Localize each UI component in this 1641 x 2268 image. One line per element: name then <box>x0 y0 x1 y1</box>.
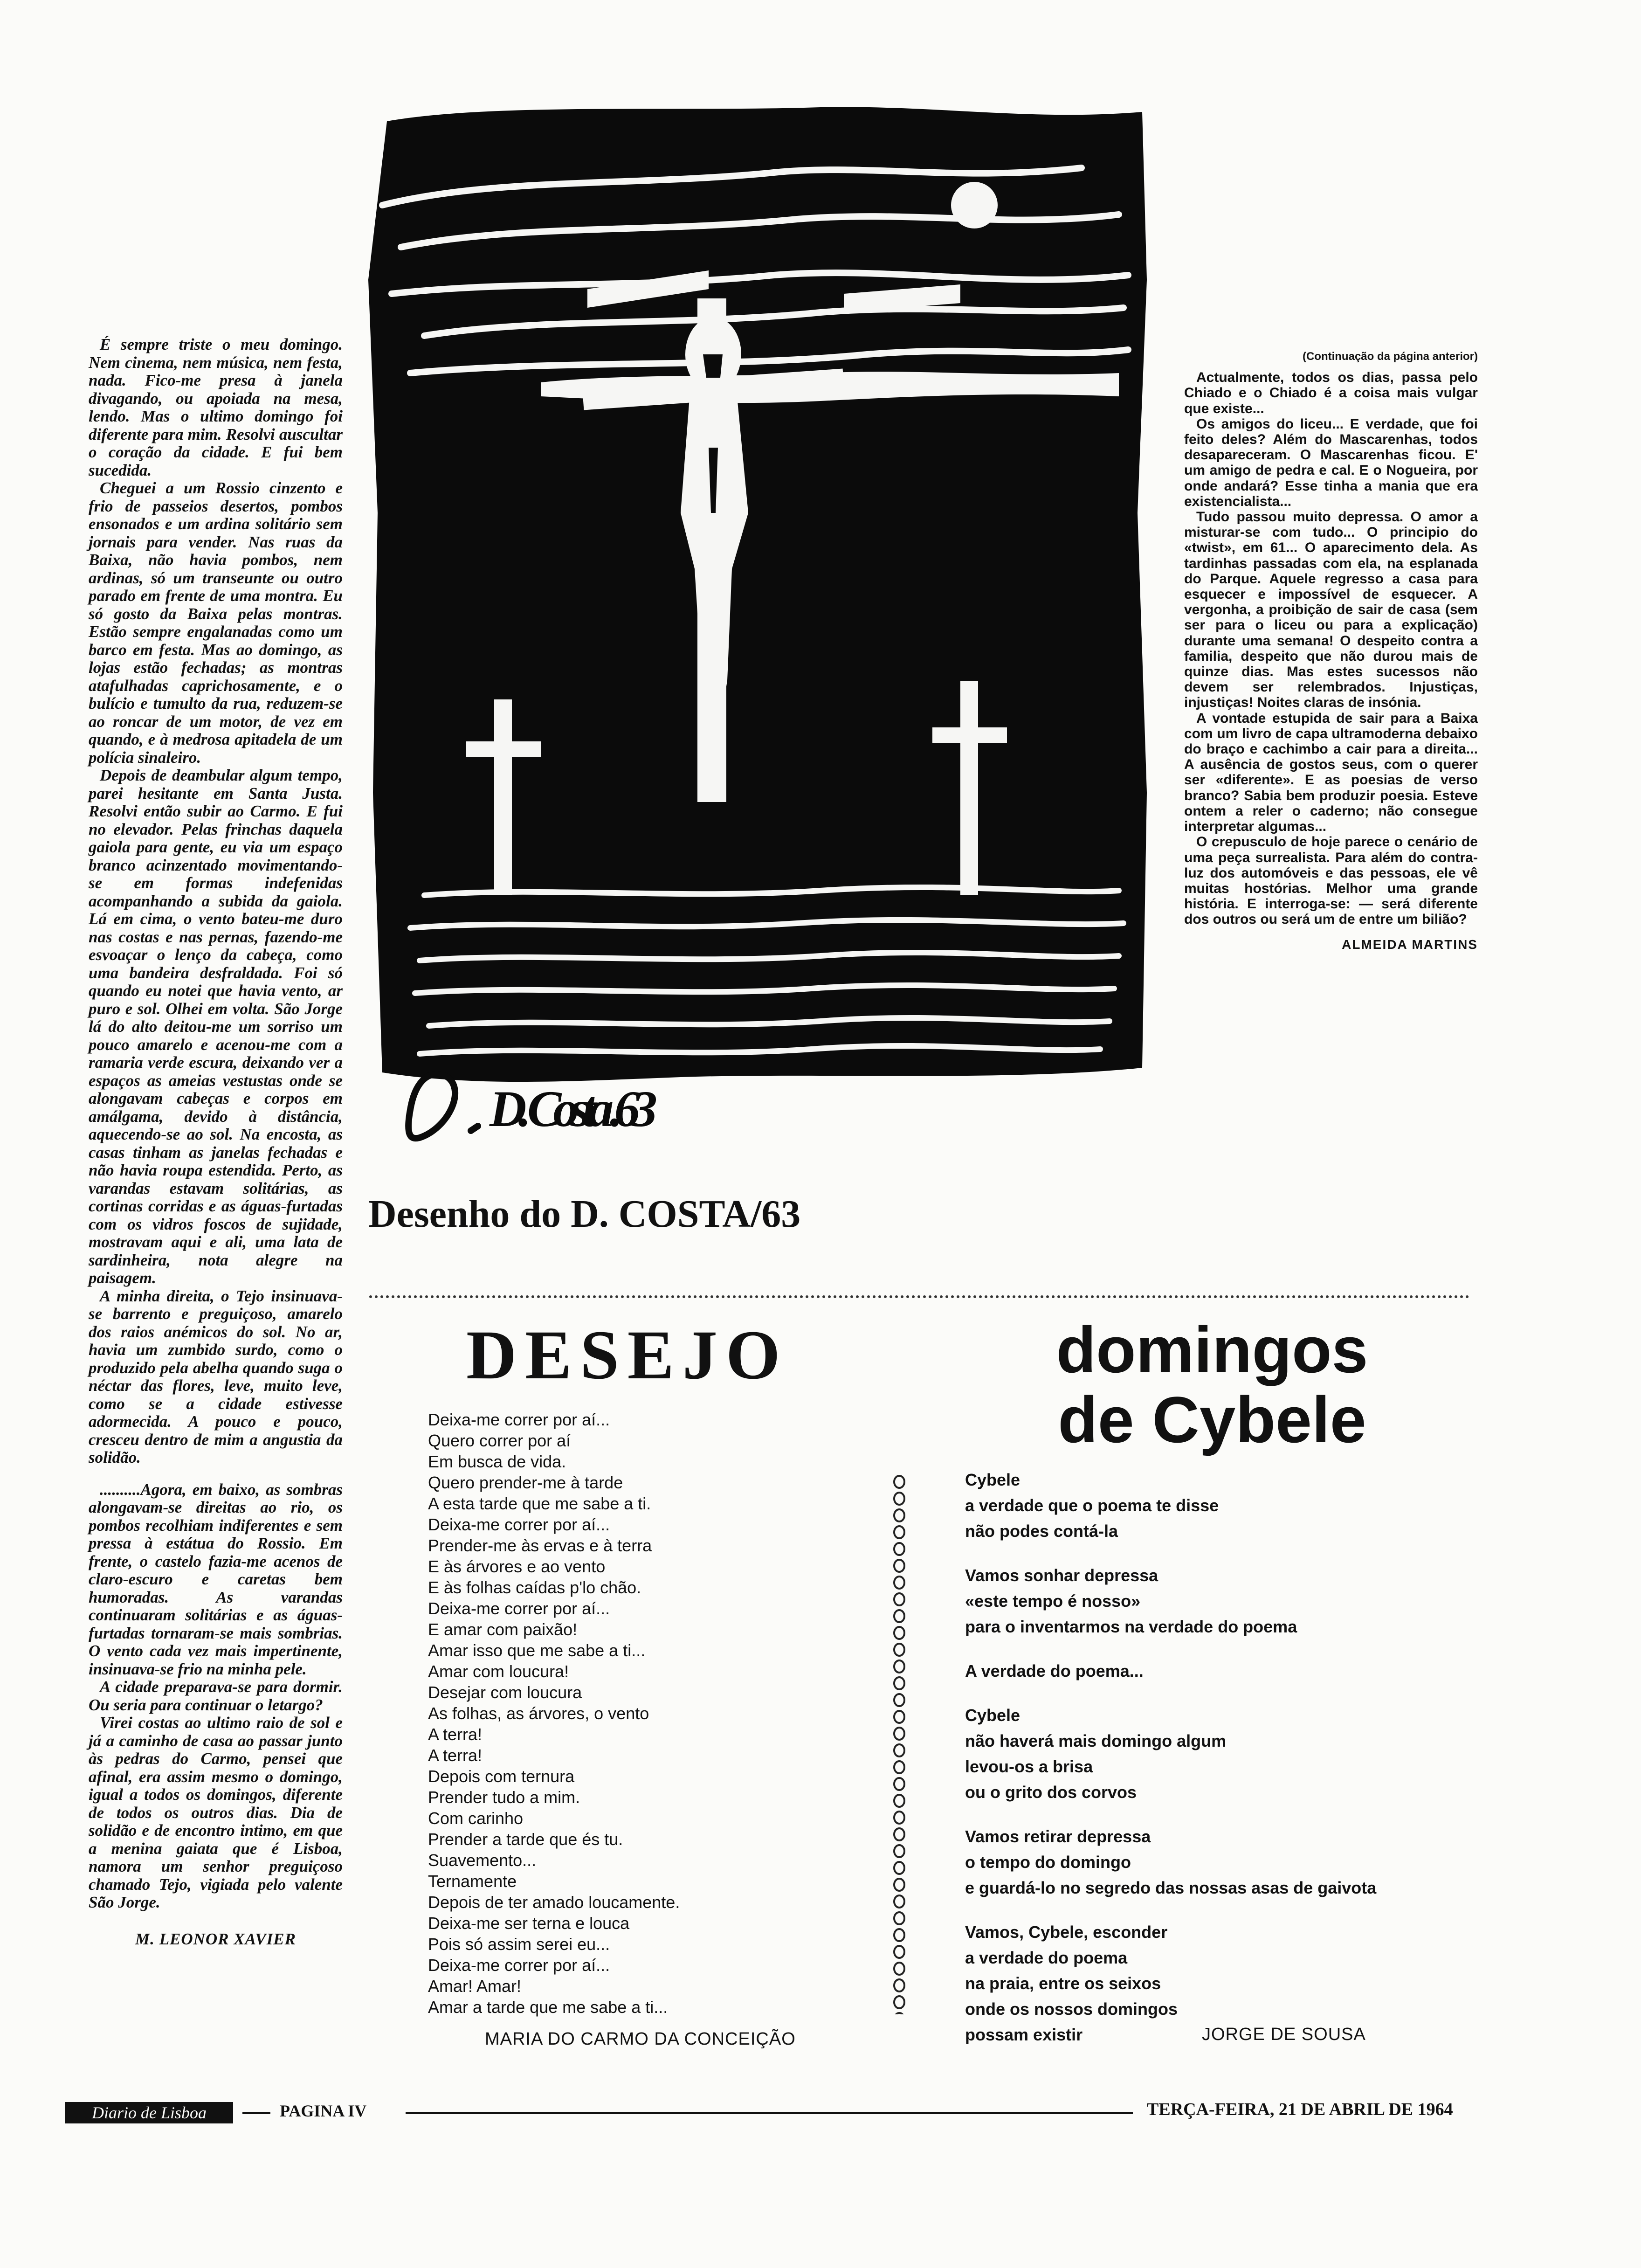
right-article-author: ALMEIDA MARTINS <box>1342 937 1478 952</box>
poem-line: Amar a tarde que me sabe a ti... <box>428 1998 668 2017</box>
left-paragraph: Cheguei a um Rossio cinzento e frio de passeios desertos, pombos ensonados e um ardina solitário sem jornais para vender. Nas ruas da Baixa, não havia pombos, nem ardinas, só um transeunte ou outro parado em frente de uma montra. Eu só gosto da Baixa pelas montras. Estão sempre engalanadas como um barco em festa. Mas ao domingo, as lojas estão fechadas; as montras atafulhadas caprichosamente, e o bulício e tumulto da rua, reduzem-se ao roncar de um motor, de vez em quando, e à medrosa apitadela de um polícia sinaleiro. <box>89 479 343 767</box>
poem-line: Em busca de vida. <box>428 1452 566 1471</box>
poem-line: Amar isso que me sabe a ti... <box>428 1641 646 1660</box>
poem-line: Vamos retirar depressa <box>965 1827 1151 1846</box>
poem-stanza <box>965 1702 1431 1805</box>
poem-line: Deixa-me correr por aí... <box>428 1956 610 1975</box>
poem-line: Prender tudo a mim. <box>428 1788 580 1807</box>
left-paragraph: Virei costas ao ultimo raio de sol e já a caminho de casa ao passar junto às pedras do Carmo, pensei que afinal, era assim mesmo o domingo, igual a todos os domingos, diferente de todos os outros dias. Dia de solidão e de encontro intimo, em que a menina gaiata que é Lisboa, namora um senhor preguiçoso chamado Tejo, vigiada pelo valente São Jorge. <box>89 1714 343 1911</box>
footer-rule <box>242 2112 270 2114</box>
left-paragraph: A minha direita, o Tejo insinuava-se barrento e preguiçoso, amarelo dos raios anémicos do sol. No ar, havia um zumbido surdo, como o produzido pela abelha quando suga o néctar das flores, leve, muito leve, como se a cidade estivesse adormecida. A pouco e pouco, cresceu dentro de mim a angustia da solidão. <box>89 1286 343 1466</box>
masthead-logo: Diario de Lisboa <box>65 2102 233 2123</box>
poem-line: As folhas, as árvores, o vento <box>428 1704 649 1723</box>
poem-line: Deixa-me correr por aí... <box>428 1515 610 1534</box>
poem-line: E às folhas caídas p'lo chão. <box>428 1578 641 1597</box>
poem-line: Pois só assim serei eu... <box>428 1935 610 1954</box>
poem-cybele-title-line: de Cybele <box>1058 1383 1366 1456</box>
poem-stanza <box>965 1563 1431 1639</box>
poem-line: e guardá-lo no segredo das nossas asas de gaivota <box>965 1878 1377 1897</box>
poem-line: na praia, entre os seixos <box>965 1974 1161 1993</box>
poem-line: Desejar com loucura <box>428 1683 582 1702</box>
left-paragraph: ..........Agora, em baixo, as sombras alongavam-se direitas ao rio, os pombos recolhiam indiferentes e sem pressa à estátua do Rossio. Em frente, o castelo fazia-me acenos de claro-escuro e caretas bem humoradas. As varandas continuaram solitárias e as águas-furtadas tornaram-se mais sombrias. O vento cada vez mais impertinente, insinuava-se frio na minha pele. <box>89 1480 343 1678</box>
poem-line: Amar! Amar! <box>428 1977 522 1996</box>
left-article-author: M. LEONOR XAVIER <box>135 1929 296 1948</box>
page-number: PAGINA IV <box>280 2102 367 2120</box>
poem-line: não haverá mais domingo algum <box>965 1731 1227 1750</box>
poem-line: A terra! <box>428 1725 483 1744</box>
poem-line: Cybele <box>965 1470 1020 1489</box>
poem-line: Suavemento... <box>428 1851 537 1870</box>
poem-line: a verdade que o poema te disse <box>965 1496 1219 1515</box>
poem-cybele-title-line: domingos <box>1056 1313 1368 1386</box>
footer-rule <box>406 2112 1133 2114</box>
poem-line: para o inventarmos na verdade do poema <box>965 1617 1297 1636</box>
issue-date: TERÇA-FEIRA, 21 DE ABRIL DE 1964 <box>1147 2100 1453 2119</box>
poem-line: «este tempo é nosso» <box>965 1591 1141 1611</box>
poem-line: Deixa-me correr por aí... <box>428 1410 610 1429</box>
poem-line: Vamos, Cybele, esconder <box>965 1922 1168 1942</box>
poem-cybele-author: JORGE DE SOUSA <box>1202 2025 1366 2044</box>
poem-desejo-title: DESEJO <box>466 1316 789 1394</box>
section-divider <box>369 1295 1469 1298</box>
poem-line: Quero prender-me à tarde <box>428 1473 623 1492</box>
poem-line: Ternamente <box>428 1872 517 1891</box>
left-paragraph: A cidade preparava-se para dormir. Ou seria para continuar o letargo? <box>89 1678 343 1714</box>
poem-line: o tempo do domingo <box>965 1853 1131 1872</box>
poem-line: não podes contá-la <box>965 1521 1118 1541</box>
illustration-signature: D. Costa .63 <box>490 1080 657 1137</box>
illustration-caption: Desenho do D. COSTA/63 <box>368 1192 801 1236</box>
poem-line: E amar com paixão! <box>428 1620 578 1639</box>
left-paragraph: É sempre triste o meu domingo. Nem cinema, nem música, nem festa, nada. Fico-me presa à janela divagando, ou apoiada na mesa, lendo. Mas o ultimo domingo foi diferente para mim. Resolvi auscultar o coração da cidade. E fui bem sucedida. <box>89 335 343 479</box>
poem-line: Deixa-me correr por aí... <box>428 1599 610 1618</box>
poem-desejo <box>428 1409 782 2018</box>
spiral-divider <box>891 1473 907 2014</box>
poem-line: levou-os a brisa <box>965 1757 1093 1776</box>
poem-line: Depois de ter amado loucamente. <box>428 1893 680 1912</box>
poem-cybele <box>965 1467 1431 2066</box>
poem-line: Prender-me às ervas e à terra <box>428 1536 652 1555</box>
left-paragraph: Depois de deambular algum tempo, parei hesitante em Santa Justa. Resolvi então subir ao Carmo. E fui no elevador. Pelas frinchas daquela gaiola para gente, eu via um espaço branco acinzentado movimentando-se em formas indefenidas acompanhando a subida da gaiola. Lá em cima, o vento bateu-me duro nas costas e nas pernas, fazendo-me esvoaçar o lenço da cabeça, como uma bandeira desfraldada. Foi só quando eu notei que havia vento, ar puro e sol. Olhei em volta. São Jorge lá do alto deitou-me um sorriso um pouco amarelo e acenou-me com a ramaria verde escura, deixando ver a espaços as ameias vestustas onde se alongavam cabeças e corpos em amálgama, devido à distância, aquecendo-se ao sol. Na encosta, as casas tinham as janelas fechadas e não havia roupa estendida. Perto, as varandas estavam solitárias, as cortinas corridas e as águas-furtadas com os vidros foscos de sujidade, mostravam aqui e ali, uma lata de sardinheira, nota alegre na paisagem. <box>89 766 343 1287</box>
right-paragraph: Tudo passou muito depressa. O amor a misturar-se com tudo... O principio do «twist», em 61... O aparecimento dela. As tardinhas passadas com ela, na esplanada do Parque. Aquele regresso a casa para esquecer e impossível de esquecer. A vergonha, a proibição de sair de casa (sem ser para o liceu ou para a explicação) durante uma semana! O despeito contra a familia, despeito que não durou mais de quinze dias. Mas estes sucessos não devem ser relembrados. Injustiças, injustiças! Noites claras de insónia. <box>1184 509 1478 711</box>
poem-stanza <box>965 1824 1431 1901</box>
left-article <box>89 336 343 1948</box>
poem-line: a verdade do poema <box>965 1948 1128 1967</box>
right-article <box>1184 349 1478 952</box>
right-paragraph: O crepusculo de hoje parece o cenário de uma peça surrealista. Para além do contra-luz dos automóveis e das pessoas, ele vê muitas hostórias. Melhor uma grande história. E interroga-se: — será diferente dos outros ou será um de entre um bilião? <box>1184 834 1478 927</box>
poem-stanza <box>965 1658 1431 1684</box>
poem-line: Amar com loucura! <box>428 1662 569 1681</box>
poem-line: Depois com ternura <box>428 1767 575 1786</box>
poem-line: A verdade do poema... <box>965 1661 1144 1680</box>
poem-line: possam existir <box>965 2025 1083 2044</box>
poem-line: Vamos sonhar depressa <box>965 1566 1158 1585</box>
crucifixion-illustration <box>354 93 1165 1189</box>
poem-line: Deixa-me ser terna e louca <box>428 1914 630 1933</box>
poem-line: ou o grito dos corvos <box>965 1783 1137 1802</box>
poem-line: Cybele <box>965 1706 1020 1725</box>
poem-line: Prender a tarde que és tu. <box>428 1830 623 1849</box>
right-paragraph: A vontade estupida de sair para a Baixa com um livro de capa ultramoderna debaixo do braço e cachimbo a cair para a direita... A ausência de gostos seus, com o querer ser «diferente». E as poesias de verso branco? Sabia bem produzir poesia. Esteve ontem a reler o caderno; não consegue interpretar algumas... <box>1184 710 1478 835</box>
poem-cybele-title <box>1026 1315 1399 1455</box>
poem-line: A terra! <box>428 1746 483 1765</box>
poem-line: Quero correr por aí <box>428 1431 571 1450</box>
continuation-note: (Continuação da página anterior) <box>1302 350 1478 363</box>
poem-line: A esta tarde que me sabe a ti. <box>428 1494 651 1513</box>
poem-stanza <box>965 1467 1431 1544</box>
right-paragraph: Os amigos do liceu... E verdade, que foi feito deles? Além do Mascarenhas, todos desapareceram. O Mascarenhas ficou. E' um amigo de pedra e cal. E o Nogueira, por onde andará? Esse tinha a mania que era existencialista... <box>1184 416 1478 509</box>
poem-line: Com carinho <box>428 1809 524 1828</box>
right-paragraph: Actualmente, todos os dias, passa pelo Chiado e o Chiado é a coisa mais vulgar que existe... <box>1184 370 1478 416</box>
poem-line: E às árvores e ao vento <box>428 1557 606 1576</box>
poem-desejo-author: MARIA DO CARMO DA CONCEIÇÃO <box>485 2029 796 2049</box>
poem-line: onde os nossos domingos <box>965 1999 1178 2019</box>
